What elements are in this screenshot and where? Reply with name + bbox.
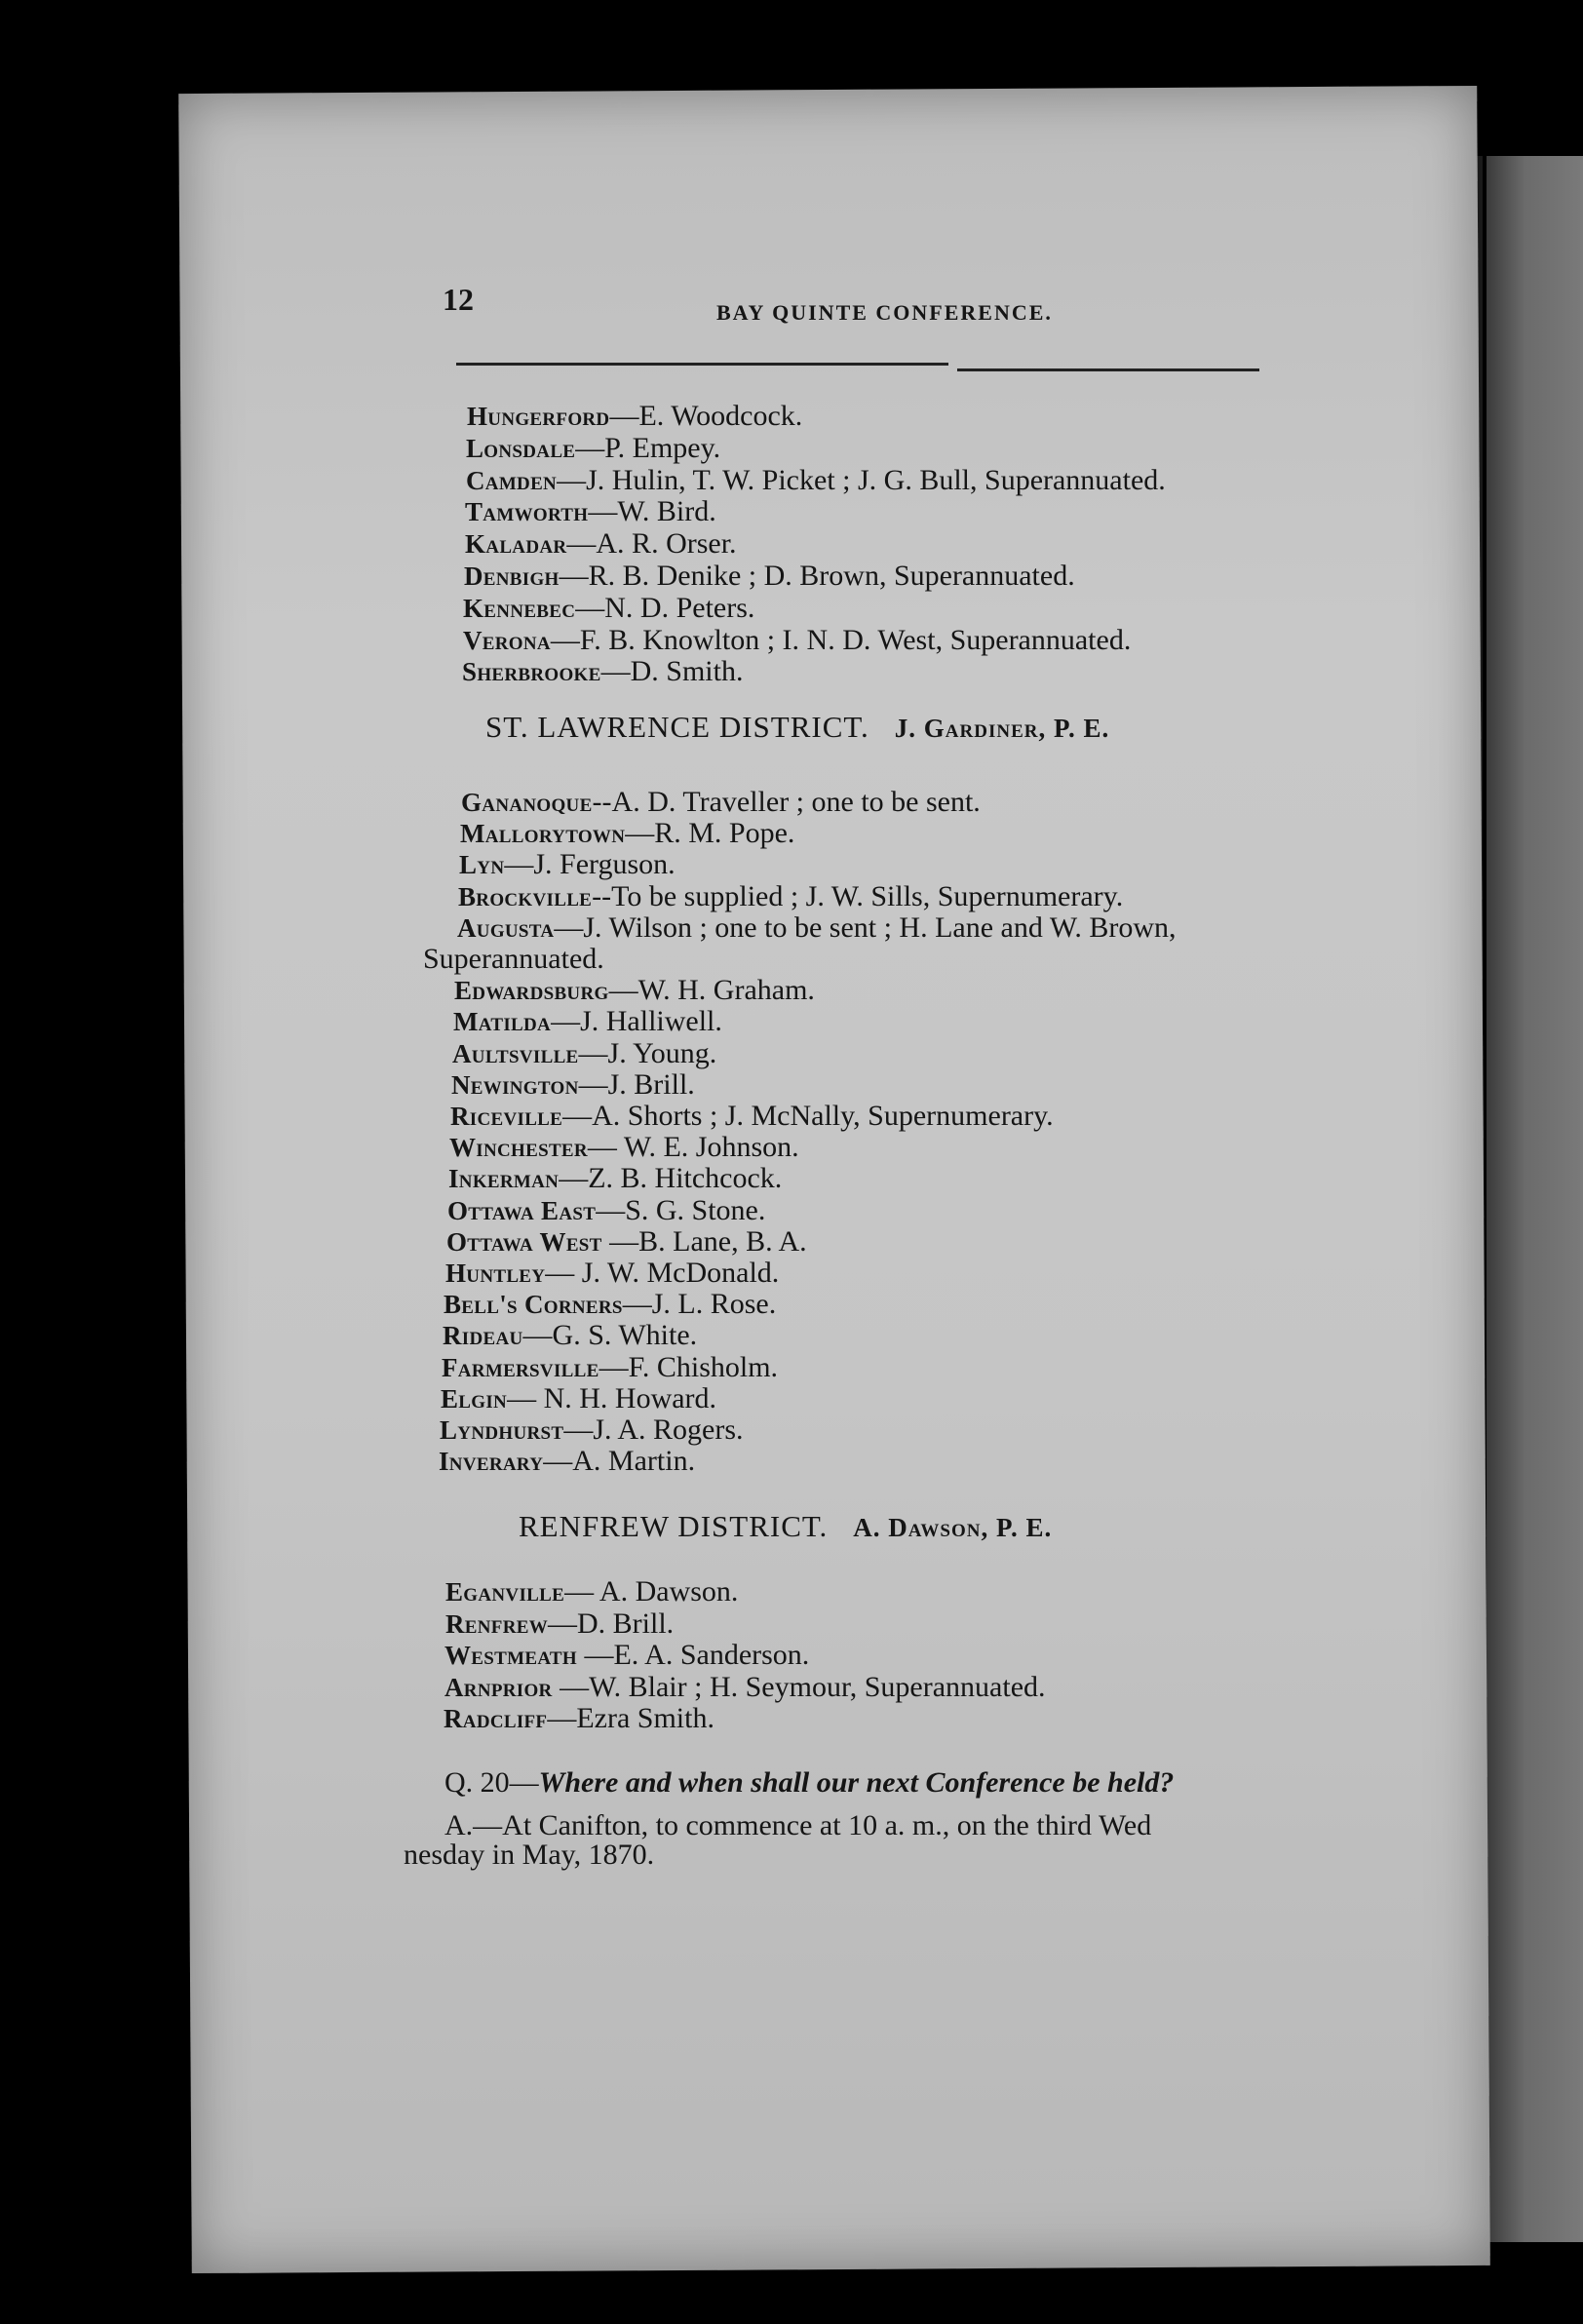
circuit-name: Inkerman [448, 1164, 560, 1193]
circuit-entry [446, 1225, 807, 1259]
circuit-appointment: —A. Shorts ; J. McNally, Supernumerary. [562, 1100, 1054, 1132]
circuit-name: Lyn [459, 850, 505, 879]
district-heading [485, 710, 1109, 745]
circuit-entry [444, 1702, 714, 1735]
circuit-appointment: — J. W. McDonald. [545, 1257, 780, 1289]
circuit-appointment: —W. Bird. [588, 495, 716, 527]
circuit-entry [467, 400, 802, 433]
circuit-name: Sherbrooke [462, 657, 601, 686]
question-line [444, 1766, 1174, 1800]
circuit-entry [444, 1288, 776, 1321]
circuit-name: Lonsdale [466, 434, 576, 463]
circuit-entry [443, 1319, 697, 1352]
circuit-name: Mallorytown [460, 819, 626, 848]
circuit-name: Camden [466, 466, 558, 495]
circuit-name: Elgin [441, 1384, 508, 1414]
circuit-entry [454, 974, 815, 1007]
circuit-appointment: —N. D. Peters. [575, 592, 755, 624]
circuit-entry [463, 624, 1131, 657]
circuit-entry [461, 786, 981, 819]
circuit-appointment: —S. G. Stone. [596, 1194, 766, 1226]
circuit-appointment: —G. S. White. [522, 1319, 698, 1351]
circuit-entry [423, 943, 604, 976]
circuit-appointment: —J. Halliwell. [551, 1005, 722, 1037]
circuit-entry [444, 1671, 1046, 1704]
circuit-appointment: —A. Martin. [543, 1445, 696, 1477]
circuit-entry [466, 464, 1166, 497]
circuit-appointment: —D. Brill. [548, 1607, 675, 1640]
circuit-appointment: —R. B. Denike ; D. Brown, Superannuated. [559, 560, 1075, 592]
circuit-name: Rideau [443, 1321, 523, 1350]
circuit-entry [450, 1100, 1054, 1133]
circuit-name: Hungerford [467, 402, 610, 431]
circuit-appointment: — W. E. Johnson. [587, 1131, 799, 1163]
circuit-entry [462, 655, 743, 688]
circuit-appointment: —J. Ferguson. [504, 848, 676, 880]
answer-line: nesday in May, 1870. [404, 1839, 655, 1871]
circuit-entry [459, 848, 676, 881]
circuit-entry [457, 911, 1177, 945]
circuit-appointment: —P. Empey. [575, 432, 721, 464]
circuit-entry [465, 495, 716, 528]
question-label: Q. 20— [444, 1766, 539, 1799]
circuit-appointment: —E. A. Sanderson. [576, 1639, 810, 1671]
circuit-appointment: —R. M. Pope. [625, 817, 795, 849]
circuit-name: Kennebec [463, 594, 576, 623]
circuit-name: Huntley [445, 1259, 546, 1288]
circuit-appointment: —E. Woodcock. [609, 400, 803, 432]
circuit-entry [458, 880, 1123, 913]
circuit-name: Brockville [458, 882, 593, 911]
circuit-appointment: —J. L. Rose. [622, 1288, 777, 1320]
district-heading [519, 1509, 1052, 1544]
circuit-name: Newington [451, 1070, 579, 1100]
circuit-appointment: —J. Hulin, T. W. Picket ; J. G. Bull, Superannuated. [557, 464, 1166, 496]
circuit-name: Kaladar [465, 529, 567, 559]
header-rule [957, 368, 1259, 371]
circuit-entry [439, 1445, 695, 1478]
circuit-appointment: —J. Wilson ; one to be sent ; H. Lane and W. Brown, [554, 911, 1177, 944]
circuit-name: Renfrew [445, 1609, 548, 1639]
circuit-name: Farmersville [442, 1353, 599, 1382]
circuit-entry [464, 560, 1075, 593]
circuit-entry [445, 1575, 738, 1608]
circuit-entry [465, 527, 737, 561]
district-title: ST. LAWRENCE DISTRICT. [485, 710, 869, 744]
circuit-appointment: —Ezra Smith. [547, 1702, 714, 1734]
circuit-appointment: — A. Dawson. [564, 1575, 739, 1607]
circuit-entry [460, 817, 794, 850]
circuit-entry [442, 1351, 778, 1384]
circuit-entry [441, 1382, 716, 1415]
circuit-appointment: —W. H. Graham. [608, 974, 815, 1006]
circuit-name: Winchester [449, 1133, 588, 1162]
circuit-name: Gananoque [461, 788, 593, 817]
circuit-entry [452, 1037, 716, 1070]
circuit-name: Eganville [445, 1577, 565, 1607]
circuit-entry [449, 1131, 799, 1164]
question-text: Where and when shall our next Conference be held? [538, 1766, 1175, 1799]
circuit-name: Tamworth [465, 497, 589, 526]
page-number: 12 [443, 282, 474, 317]
circuit-entry [466, 432, 720, 465]
circuit-entry [440, 1414, 744, 1447]
circuit-appointment: —J. A. Rogers. [563, 1414, 744, 1446]
circuit-appointment: —W. Blair ; H. Seymour, Superannuated. [552, 1671, 1046, 1703]
district-title: RENFREW DISTRICT. [519, 1509, 829, 1543]
circuit-appointment: —B. Lane, B. A. [601, 1225, 807, 1258]
circuit-appointment: --To be supplied ; J. W. Sills, Supernumerary. [592, 880, 1124, 912]
running-head: BAY QUINTE CONFERENCE. [716, 300, 1053, 325]
header-rule [456, 363, 948, 366]
presiding-elder: A. Dawson, P. E. [853, 1513, 1053, 1542]
answer-line: A.—At Canifton, to commence at 10 a. m., on the third Wed [444, 1809, 1152, 1841]
circuit-appointment: —J. Young. [578, 1037, 717, 1069]
circuit-name: Edwardsburg [454, 976, 609, 1005]
circuit-appointment: —A. R. Orser. [566, 527, 737, 560]
circuit-name: Inverary [439, 1447, 544, 1476]
circuit-name: Ottawa West [446, 1227, 602, 1257]
circuit-name: Radcliff [444, 1704, 548, 1733]
presiding-elder: J. Gardiner, P. E. [894, 714, 1110, 743]
circuit-name: Matilda [453, 1007, 552, 1036]
circuit-name: Riceville [450, 1102, 563, 1131]
circuit-name: Arnprior [444, 1673, 553, 1702]
circuit-entry [451, 1068, 695, 1102]
circuit-appointment: —D. Smith. [600, 655, 744, 687]
circuit-appointment: --A. D. Traveller ; one to be sent. [592, 786, 981, 818]
circuit-name: Augusta [457, 913, 555, 943]
circuit-name: Westmeath [444, 1641, 577, 1670]
circuit-name: Ottawa East [447, 1196, 597, 1225]
circuit-entry [444, 1639, 809, 1672]
circuit-entry [453, 1005, 722, 1038]
facing-page-edge [1486, 156, 1583, 2242]
circuit-name: Denbigh [464, 562, 560, 591]
circuit-appointment: — N. H. Howard. [507, 1382, 717, 1414]
circuit-entry [445, 1257, 779, 1290]
circuit-appointment: —Z. B. Hitchcock. [559, 1162, 783, 1194]
circuit-name: Bell's Corners [444, 1290, 623, 1319]
circuit-entry [463, 592, 754, 625]
document-page [178, 86, 1490, 2273]
circuit-appointment: Superannuated. [423, 943, 604, 975]
circuit-entry [447, 1194, 765, 1227]
circuit-name: Lyndhurst [440, 1415, 564, 1445]
circuit-appointment: —F. B. Knowlton ; I. N. D. West, Superannuated. [550, 624, 1132, 656]
circuit-name: Verona [463, 626, 551, 655]
circuit-appointment: —F. Chisholm. [598, 1351, 779, 1383]
circuit-entry [448, 1162, 782, 1195]
circuit-name: Aultsville [452, 1039, 579, 1068]
circuit-entry [445, 1607, 674, 1641]
circuit-appointment: —J. Brill. [578, 1068, 695, 1101]
